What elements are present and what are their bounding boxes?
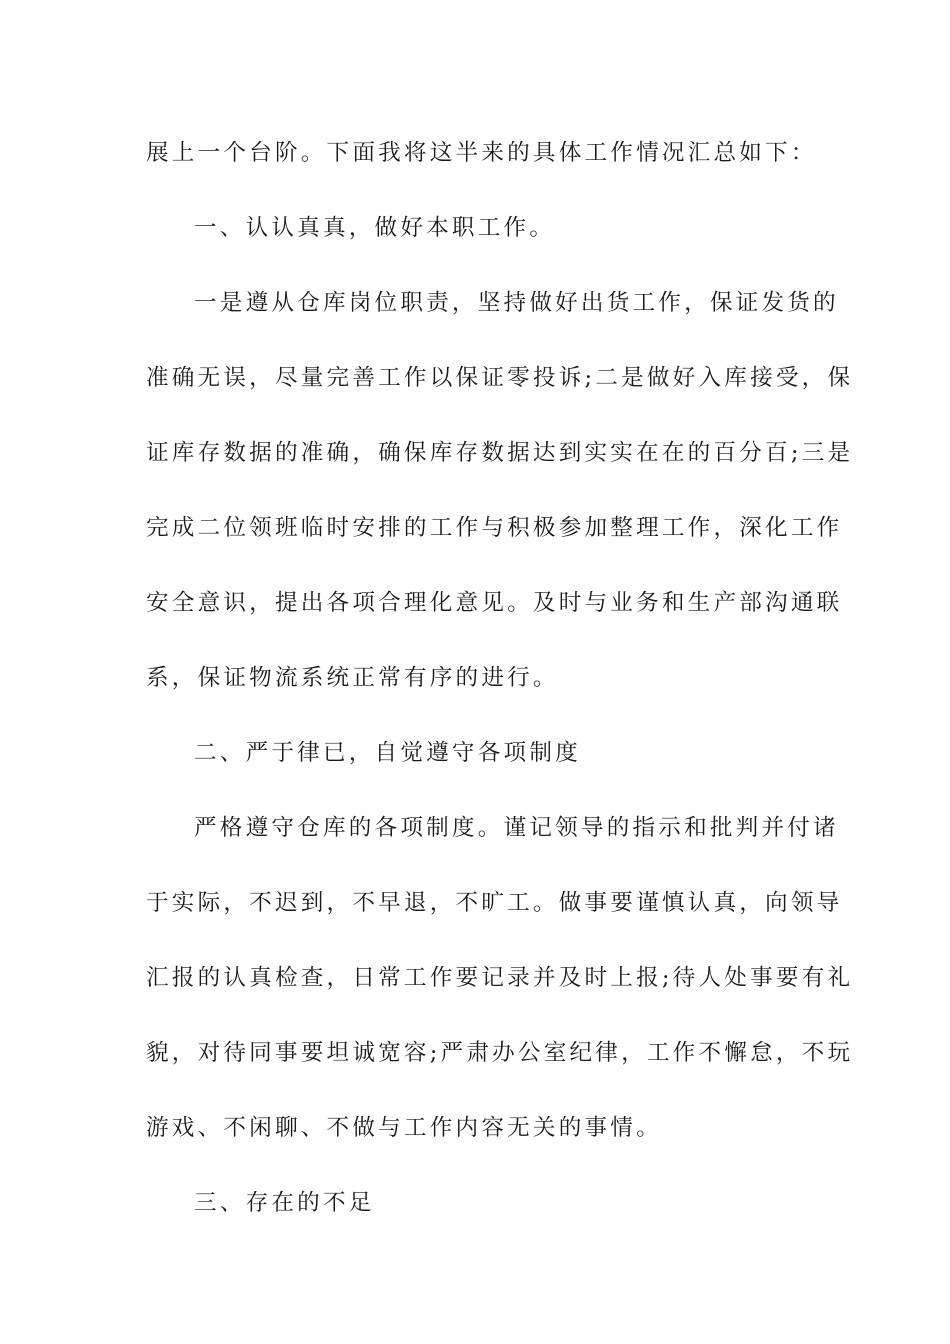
paragraph-line: 汇报的认真检查，日常工作要记录并及时上报;待人处事要有礼: [146, 965, 854, 991]
paragraph-line: 于实际，不迟到，不早退，不旷工。做事要谨慎认真，向领导: [146, 890, 843, 916]
section-heading-1: 一、认认真真，做好本职工作。: [194, 215, 556, 241]
paragraph-line: 准确无误，尽量完善工作以保证零投诉;二是做好入库接受，保: [146, 365, 854, 391]
paragraph-line: 证库存数据的准确，确保库存数据达到实实在在的百分百;三是: [146, 440, 854, 466]
paragraph-line: 貌，对待同事要坦诚宽容;严肃办公室纪律，工作不懈怠，不玩: [146, 1040, 854, 1066]
paragraph-continuation-line: 展上一个台阶。下面我将这半来的具体工作情况汇总如下：: [146, 140, 817, 166]
section-heading-3: 三、存在的不足: [194, 1190, 375, 1216]
paragraph-line: 完成二位领班临时安排的工作与积极参加整理工作，深化工作: [146, 515, 843, 541]
paragraph-line: 游戏、不闲聊、不做与工作内容无关的事情。: [146, 1115, 662, 1141]
paragraph-line: 系，保证物流系统正常有序的进行。: [146, 665, 559, 691]
paragraph-line: 安全意识，提出各项合理化意见。及时与业务和生产部沟通联: [146, 590, 843, 616]
paragraph-line: 严格遵守仓库的各项制度。谨记领导的指示和批判并付诸: [194, 815, 839, 841]
paragraph-line: 一是遵从仓库岗位职责，坚持做好出货工作，保证发货的: [194, 290, 839, 316]
section-heading-2: 二、严于律已，自觉遵守各项制度: [194, 740, 581, 766]
